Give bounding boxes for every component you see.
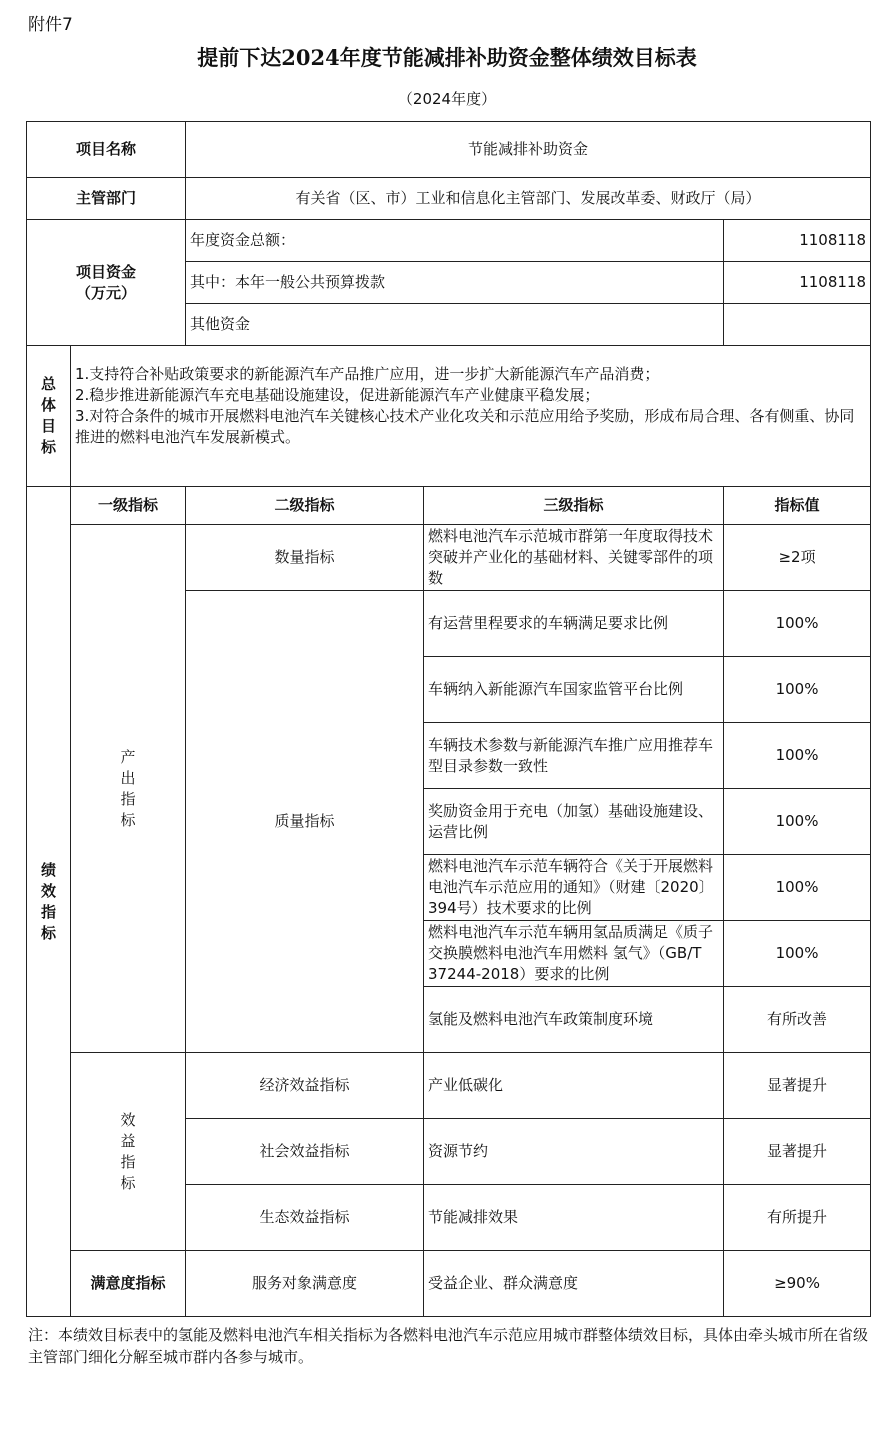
table-row xyxy=(27,525,871,591)
indicator-text: 燃料电池汽车示范城市群第一年度取得技术突破并产业化的基础材料、关键零部件的项数 xyxy=(424,525,724,591)
indicator-text: 受益企业、群众满意度 xyxy=(424,1251,724,1317)
indicator-value: 100% xyxy=(724,657,871,723)
indicator-text: 车辆技术参数与新能源汽车推广应用推荐车型目录参数一致性 xyxy=(424,723,724,789)
indicator-text: 奖励资金用于充电（加氢）基础设施建设、运营比例 xyxy=(424,789,724,855)
row-funds-total xyxy=(27,220,871,262)
header-level3: 三级指标 xyxy=(424,487,724,525)
header-level2: 二级指标 xyxy=(186,487,424,525)
row-department xyxy=(27,178,871,220)
indicator-value: 100% xyxy=(724,789,871,855)
department-value: 有关省（区、市）工业和信息化主管部门、发展改革委、财政厅（局） xyxy=(186,178,871,220)
output-indicators-label: 产 出 指 标 xyxy=(71,525,186,1053)
footnote: 注：本绩效目标表中的氢能及燃料电池汽车相关指标为各燃料电池汽车示范应用城市群整体绩效目标，具体由牵头城市所在省级主管部门细化分解至城市群内各参与城市。 xyxy=(28,1326,869,1366)
indicator-value: 100% xyxy=(724,855,871,921)
indicator-text: 产业低碳化 xyxy=(424,1053,724,1119)
funds-label: 项目资金 （万元） xyxy=(27,220,186,346)
indicator-value: 有所改善 xyxy=(724,987,871,1053)
indicator-text: 燃料电池汽车示范车辆用氢品质满足《质子交换膜燃料电池汽车用燃料 氢气》（GB/T 37244-2018）要求的比例 xyxy=(424,921,724,987)
goal-item: 1.支持符合补贴政策要求的新能源汽车产品推广应用，进一步扩大新能源汽车产品消费； xyxy=(75,365,660,383)
benefit-indicators-label: 效 益 指 标 xyxy=(71,1053,186,1251)
indicator-text: 车辆纳入新能源汽车国家监管平台比例 xyxy=(424,657,724,723)
funds-other-label: 其他资金 xyxy=(186,304,724,346)
year-label: （2024年度） xyxy=(397,90,497,108)
funds-total-label: 年度资金总额： xyxy=(186,220,724,262)
goal-item: 2.稳步推进新能源汽车充电基础设施建设，促进新能源汽车产业健康平稳发展； xyxy=(75,386,600,404)
department-label: 主管部门 xyxy=(27,178,186,220)
header-value: 指标值 xyxy=(724,487,871,525)
indicator-value: ≥90% xyxy=(724,1251,871,1317)
overall-goals-text xyxy=(71,346,871,487)
quality-indicator-label: 质量指标 xyxy=(186,591,424,1053)
project-name-label: 项目名称 xyxy=(27,122,186,178)
satisfaction-indicator-label: 满意度指标 xyxy=(71,1251,186,1317)
indicator-value: ≥2项 xyxy=(724,525,871,591)
page-title: 提前下达2024年度节能减排补助资金整体绩效目标表 xyxy=(197,45,697,70)
table-row xyxy=(27,1053,871,1119)
indicator-value: 显著提升 xyxy=(724,1119,871,1185)
header-level1: 一级指标 xyxy=(71,487,186,525)
funds-budget-label: 其中：本年一般公共预算拨款 xyxy=(186,262,724,304)
table-row xyxy=(27,1251,871,1317)
project-name-value: 节能减排补助资金 xyxy=(186,122,871,178)
indicator-text: 燃料电池汽车示范车辆符合《关于开展燃料电池汽车示范应用的通知》（财建〔2020〕394号）技术要求的比例 xyxy=(424,855,724,921)
social-benefit-label: 社会效益指标 xyxy=(186,1119,424,1185)
indicator-text: 节能减排效果 xyxy=(424,1185,724,1251)
indicator-text: 有运营里程要求的车辆满足要求比例 xyxy=(424,591,724,657)
row-indicator-header xyxy=(27,487,871,525)
attachment-label: 附件7 xyxy=(28,15,73,35)
economic-benefit-label: 经济效益指标 xyxy=(186,1053,424,1119)
performance-table xyxy=(26,121,871,1317)
performance-indicators-label: 绩 效 指 标 xyxy=(27,487,71,1317)
indicator-value: 100% xyxy=(724,723,871,789)
indicator-value: 显著提升 xyxy=(724,1053,871,1119)
funds-budget-value: 1108118 xyxy=(724,262,871,304)
goal-item: 3.对符合条件的城市开展燃料电池汽车关键核心技术产业化攻关和示范应用给予奖励，形成布局合理、各有侧重、协同推进的燃料电池汽车发展新模式。 xyxy=(75,407,855,446)
indicator-text: 氢能及燃料电池汽车政策制度环境 xyxy=(424,987,724,1053)
indicator-text: 资源节约 xyxy=(424,1119,724,1185)
funds-other-value xyxy=(724,304,871,346)
overall-goals-label: 总 体 目 标 xyxy=(27,346,71,487)
service-satisfaction-label: 服务对象满意度 xyxy=(186,1251,424,1317)
row-project-name xyxy=(27,122,871,178)
ecological-benefit-label: 生态效益指标 xyxy=(186,1185,424,1251)
indicator-value: 100% xyxy=(724,921,871,987)
quantity-indicator-label: 数量指标 xyxy=(186,525,424,591)
row-overall-goals xyxy=(27,346,871,487)
indicator-value: 100% xyxy=(724,591,871,657)
funds-total-value: 1108118 xyxy=(724,220,871,262)
indicator-value: 有所提升 xyxy=(724,1185,871,1251)
